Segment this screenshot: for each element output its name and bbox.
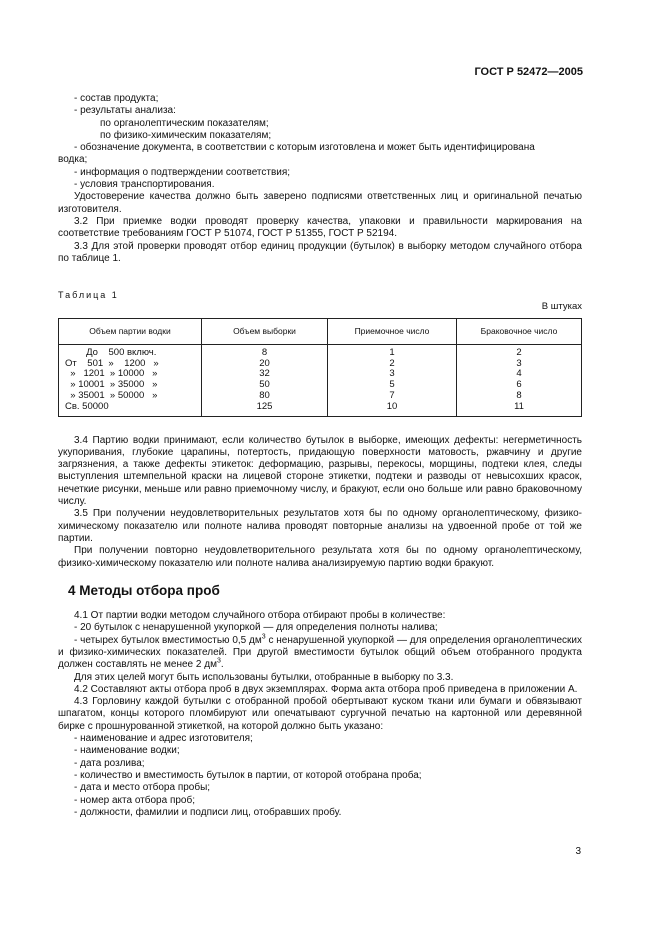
sampling-table bbox=[58, 318, 582, 417]
paragraph: 4.3 Горловину каждой бутылки с отобранной пробой обертывают куском ткани или бумаги и обвязывают шпагатом, концы которого пломбируют или опечатывают сургучной печатью на картонной или деревянной бирке с прошнурованной этикеткой, на которой должно быть указано: bbox=[58, 696, 582, 732]
paragraph: 3.4 Партию водки принимают, если количество бутылок в выборке, имеющих дефекты: негерметичность укупоривания, глубокие царапины, потертость, придающую поверхности матовость, ржавчину и другие загрязнения, а также дефекты этикеток: деформацию, разрывы, перекосы, морщины, подтеки клея, следы выступления штемпельной краски на лицевой стороне этикетки, подтеки и разводы от невысохших красок, нечеткие рисунки, меньше или равно приемочному числу, и бракуют, если оно больше или равно браковочному числу. bbox=[58, 434, 582, 508]
table-cell: 3 bbox=[328, 369, 457, 380]
paragraph: 3.5 При получении неудовлетворительных результатов хотя бы по одному органолептическому, физико-химическому показателю или полноте налива проводят повторные анализы на удвоенной пробе от той же партии. bbox=[58, 508, 582, 544]
table-cell: Св. 50000 bbox=[59, 402, 202, 416]
list-item: - должности, фамилии и подписи лиц, отобравших пробу. bbox=[74, 806, 342, 818]
top-list bbox=[58, 93, 582, 191]
table-cell: 32 bbox=[202, 369, 328, 380]
table-cell: 20 bbox=[202, 359, 328, 370]
col-header-sample-size: Объем выборки bbox=[202, 318, 328, 344]
list-item: - состав продукта; bbox=[74, 93, 159, 104]
list-item: - количество и вместимость бутылок в партии, от которой отобрана проба; bbox=[74, 769, 422, 781]
table-cell: 7 bbox=[328, 391, 457, 402]
table-cell: » 10001 » 35000 » bbox=[59, 380, 202, 391]
section-4 bbox=[58, 610, 582, 819]
list-item: водка; bbox=[58, 154, 88, 166]
table-row bbox=[59, 344, 582, 358]
table-header-row bbox=[59, 318, 582, 344]
list-item: - наименование водки; bbox=[74, 745, 180, 757]
table-cell: » 35001 » 50000 » bbox=[59, 391, 202, 402]
top-paragraphs bbox=[58, 191, 582, 265]
table-cell: 8 bbox=[457, 391, 582, 402]
table-cell: 11 bbox=[457, 402, 582, 416]
table-cell: От 501 » 1200 » bbox=[59, 359, 202, 370]
list-item: - номер акта отбора проб; bbox=[74, 794, 195, 806]
table-cell: 8 bbox=[202, 344, 328, 358]
document-body bbox=[58, 93, 582, 819]
label-list bbox=[58, 733, 582, 819]
table-cell: 4 bbox=[457, 369, 582, 380]
table-cell: 6 bbox=[457, 380, 582, 391]
table-cell: До 500 включ. bbox=[59, 344, 202, 358]
section-title: 4 Методы отбора проб bbox=[68, 582, 220, 598]
paragraph: 3.3 Для этой проверки проводят отбор единиц продукции (бутылок) в выборку методом случайного отбора по таблице 1. bbox=[58, 240, 582, 264]
list-item: - информация о подтверждении соответствия; bbox=[74, 166, 291, 178]
list-item: - дата и место отбора пробы; bbox=[74, 782, 211, 794]
col-header-acceptance: Приемочное число bbox=[328, 318, 457, 344]
table-cell: 3 bbox=[457, 359, 582, 370]
list-item: - дата розлива; bbox=[74, 757, 145, 769]
table-cell: 50 bbox=[202, 380, 328, 391]
table-cell: 1 bbox=[328, 344, 457, 358]
list-item: - условия транспортирования. bbox=[74, 179, 215, 191]
list-item: по физико-химическим показателям; bbox=[100, 129, 272, 141]
list-item: по органолептическим показателям; bbox=[100, 117, 269, 129]
table-row bbox=[59, 402, 582, 416]
list-item: - четырех бутылок вместимостью 0,5 $дм^3$ с ненарушенной укупоркой — для определения органолептических и физико-химических показателей. При другой вместимости бутылок общий объем отобранного продукта должен составлять не менее 2 $дм^3$. bbox=[58, 633, 582, 671]
list-item: - 20 бутылок с ненарушенной укупоркой — для определения полноты налива; bbox=[74, 622, 438, 634]
document-header: ГОСТ Р 52472—2005 bbox=[474, 66, 583, 78]
paragraph: 3.2 При приемке водки проводят проверку качества, упаковки и правильности маркирования на соответствие требованиям ГОСТ Р 51074, ГОСТ Р 51355, ГОСТ Р 52194. bbox=[58, 215, 582, 240]
table-cell: 5 bbox=[328, 380, 457, 391]
paragraph: При получении повторно неудовлетворительного результата хотя бы по одному органолептическому, физико-химическому показателю или полноте налива анализируемую партию водки бракуют. bbox=[58, 545, 582, 569]
page-number: 3 bbox=[575, 846, 581, 857]
paragraph: 4.1 От партии водки методом случайного отбора отбирают пробы в количестве: bbox=[74, 610, 446, 622]
list-item: - наименование и адрес изготовителя; bbox=[74, 733, 253, 745]
col-header-rejection: Браковочное число bbox=[457, 318, 582, 344]
mid-paragraphs bbox=[58, 435, 582, 570]
list-item: - результаты анализа: bbox=[74, 105, 176, 117]
table-row bbox=[59, 391, 582, 402]
table-cell: 125 bbox=[202, 402, 328, 416]
list-item: - обозначение документа, в соответствии с которым изготовлена и может быть идентифицирована bbox=[74, 142, 535, 154]
table-cell: 2 bbox=[328, 359, 457, 370]
paragraph: Для этих целей могут быть использованы бутылки, отобранные в выборку по 3.3. bbox=[74, 671, 454, 683]
table-caption: Таблица 1 bbox=[58, 290, 119, 301]
table-unit: В штуках bbox=[541, 301, 582, 313]
paragraph: Удостоверение качества должно быть заверено подписями ответственных лиц и оригинальной печатью изготовителя. bbox=[58, 191, 582, 215]
table-cell: » 1201 » 10000 » bbox=[59, 369, 202, 380]
table-cell: 2 bbox=[457, 344, 582, 358]
paragraph: 4.2 Составляют акты отбора проб в двух экземплярах. Форма акта отбора проб приведена в приложении А. bbox=[74, 683, 578, 695]
table-cell: 80 bbox=[202, 391, 328, 402]
col-header-lot-size: Объем партии водки bbox=[59, 318, 202, 344]
table-cell: 10 bbox=[328, 402, 457, 416]
